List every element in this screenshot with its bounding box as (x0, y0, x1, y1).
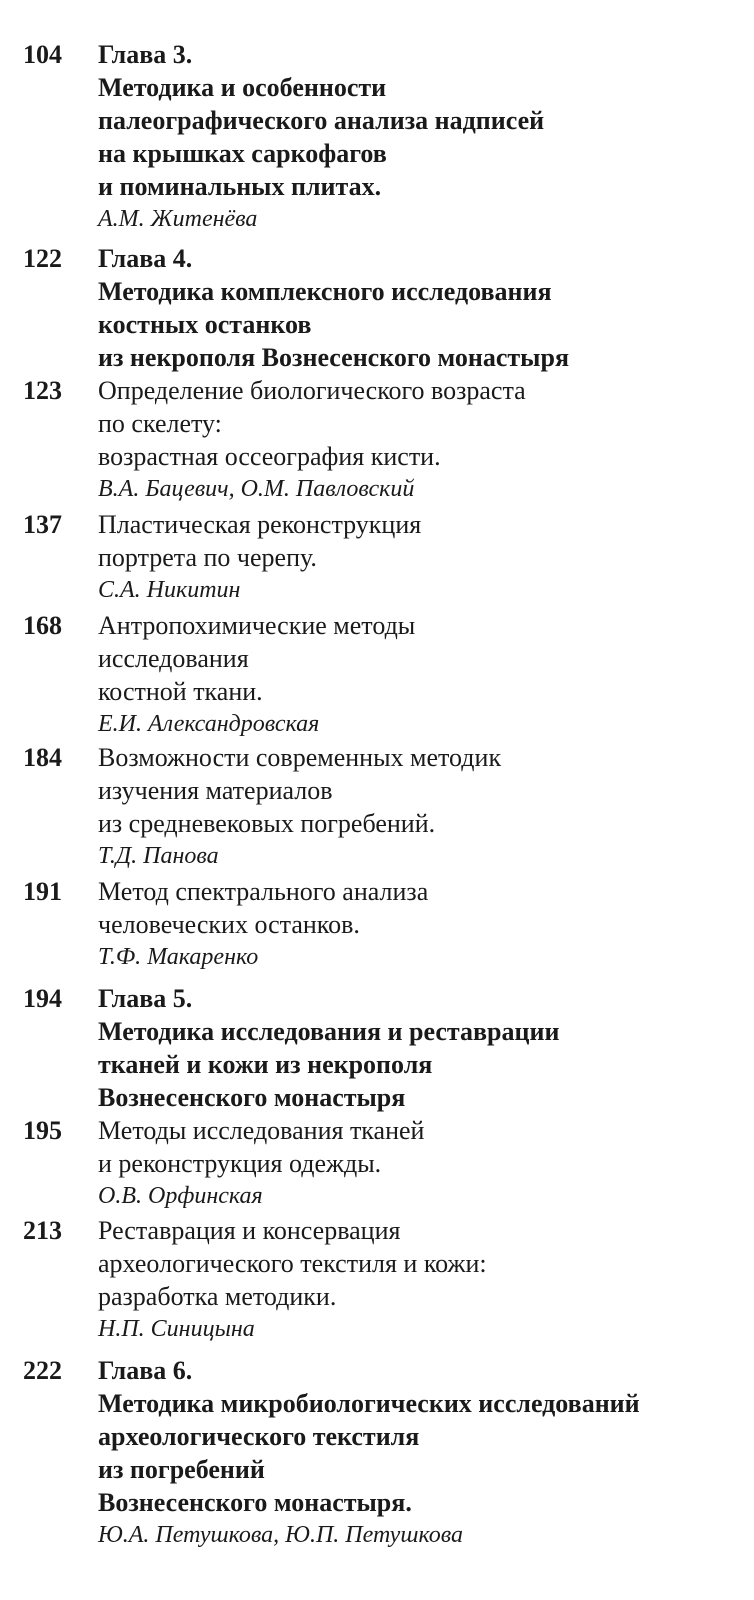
chapter-heading: Глава 5. (98, 984, 193, 1013)
entry-body (98, 875, 748, 974)
entry-body (98, 1114, 748, 1213)
chapter-title-line: палеографического анализа надписей (98, 106, 545, 135)
article-title-line: человеческих останков. (98, 910, 360, 939)
article-title-line: Пластическая реконструкция (98, 510, 422, 539)
chapter-title-line: археологического текстиля (98, 1422, 420, 1451)
page-number: 191 (23, 877, 62, 906)
chapter-title-line: из некрополя Вознесенского монастыря (98, 343, 570, 372)
chapter-title-line: Вознесенского монастыря (98, 1083, 406, 1112)
entry-body (98, 374, 748, 506)
entry-body (98, 508, 748, 607)
chapter-title-line: тканей и кожи из некрополя (98, 1050, 433, 1079)
author-name: А.М. Житенёва (98, 206, 258, 232)
chapter-heading: Глава 3. (98, 40, 193, 69)
page-number: 213 (23, 1216, 62, 1245)
article-title-line: разработка методики. (98, 1282, 337, 1311)
article-title-line: Метод спектрального анализа (98, 877, 429, 906)
author-name: С.А. Никитин (98, 577, 241, 603)
article-title-line: и реконструкция одежды. (98, 1149, 382, 1178)
article-title-line: Реставрация и консервация (98, 1216, 401, 1245)
entry-body (98, 609, 748, 741)
entry-body (98, 1354, 748, 1552)
page-number: 194 (23, 984, 62, 1013)
chapter-title-line: Методика исследования и реставрации (98, 1017, 560, 1046)
chapter-title-line: Методика комплексного исследования (98, 277, 552, 306)
entry-body (98, 242, 748, 374)
chapter-title-line: на крышках саркофагов (98, 139, 387, 168)
author-name: Н.П. Синицына (98, 1316, 255, 1342)
article-title-line: Антропохимические методы (98, 611, 416, 640)
chapter-title-line: костных останков (98, 310, 312, 339)
article-title-line: изучения материалов (98, 776, 333, 805)
article-title-line: Методы исследования тканей (98, 1116, 425, 1145)
author-name: О.В. Орфинская (98, 1183, 263, 1209)
page-number: 104 (23, 40, 62, 69)
entry-body (98, 1214, 748, 1346)
author-name: Ю.А. Петушкова, Ю.П. Петушкова (98, 1522, 464, 1548)
article-title-line: возрастная оссеография кисти. (98, 442, 441, 471)
page-number: 222 (23, 1356, 62, 1385)
chapter-title-line: Вознесенского монастыря. (98, 1488, 412, 1517)
author-name: Е.И. Александровская (98, 711, 320, 737)
article-title-line: исследования (98, 644, 249, 673)
article-title-line: Определение биологического возраста (98, 376, 526, 405)
entry-body (98, 741, 748, 873)
chapter-title-line: Методика и особенности (98, 73, 387, 102)
chapter-title-line: и поминальных плитах. (98, 172, 382, 201)
page-number: 122 (23, 244, 62, 273)
page-number: 168 (23, 611, 62, 640)
chapter-title-line: из погребений (98, 1455, 265, 1484)
entry-body (98, 982, 748, 1114)
page-number: 195 (23, 1116, 62, 1145)
article-title-line: из средневековых погребений. (98, 809, 436, 838)
article-title-line: портрета по черепу. (98, 543, 317, 572)
page-number: 123 (23, 376, 62, 405)
author-name: Т.Д. Панова (98, 843, 219, 869)
page-number: 137 (23, 510, 62, 539)
chapter-heading: Глава 4. (98, 244, 193, 273)
entry-body (98, 38, 748, 236)
page-number: 184 (23, 743, 62, 772)
chapter-heading: Глава 6. (98, 1356, 193, 1385)
article-title-line: Возможности современных методик (98, 743, 502, 772)
chapter-title-line: Методика микробиологических исследований (98, 1389, 640, 1418)
article-title-line: по скелету: (98, 409, 222, 438)
author-name: В.А. Бацевич, О.М. Павловский (98, 476, 415, 502)
author-name: Т.Ф. Макаренко (98, 944, 259, 970)
article-title-line: археологического текстиля и кожи: (98, 1249, 487, 1278)
article-title-line: костной ткани. (98, 677, 263, 706)
